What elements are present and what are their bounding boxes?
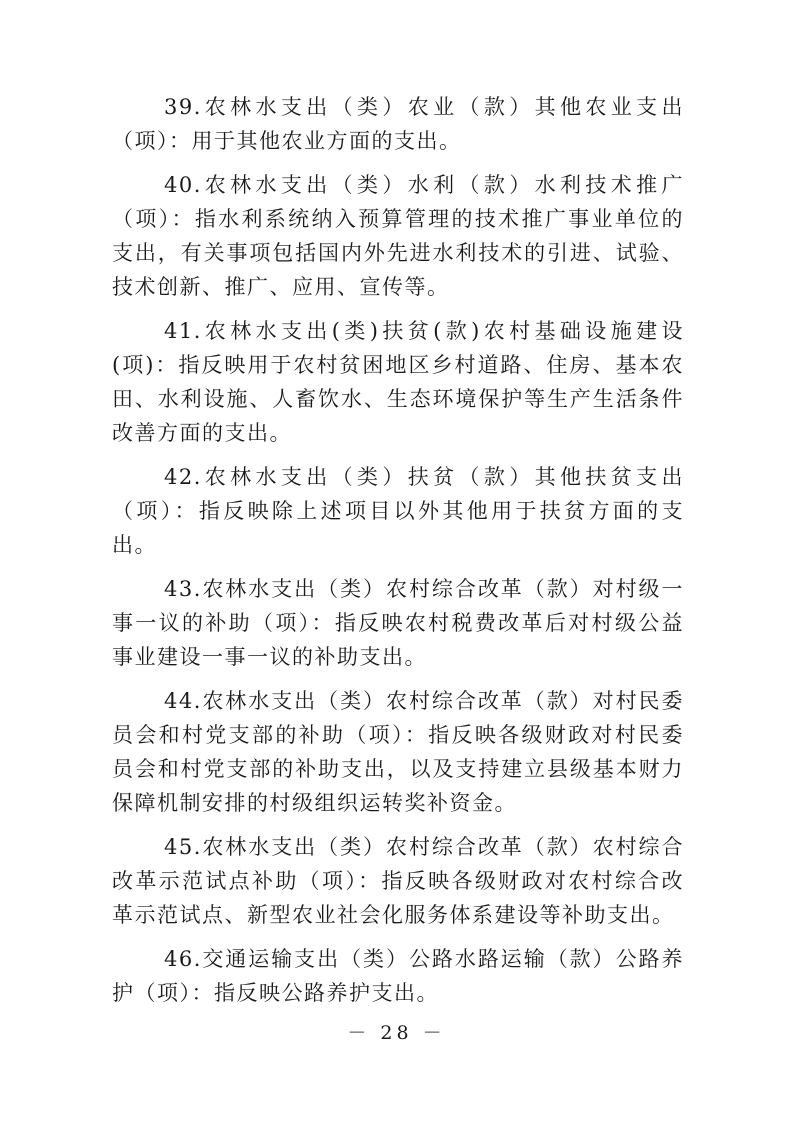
paragraph-42: 42.农林水支出（类）扶贫（款）其他扶贫支出（项）：指反映除上述项目以外其他用于扶贫方面的支出。 — [112, 465, 684, 557]
paragraph-41: 41.农林水支出(类)扶贫(款)农村基础设施建设(项)：指反映用于农村贫困地区乡村道路、住房、基本农田、水利设施、人畜饮水、生态环境保护等生产生活条件改善方面的支出。 — [112, 319, 684, 445]
page-number: － 28 － — [347, 1022, 446, 1044]
document-body — [112, 90, 684, 1010]
paragraph-43: 43.农林水支出（类）农村综合改革（款）对村级一事一议的补助（项）：指反映农村税费改革后对村级公益事业建设一事一议的补助支出。 — [112, 577, 684, 669]
paragraph-40: 40.农林水支出（类）水利（款）水利技术推广（项）：指水利系统纳入预算管理的技术推广事业单位的支出，有关事项包括国内外先进水利技术的引进、试验、技术创新、推广、应用、宣传等。 — [112, 173, 684, 299]
paragraph-39: 39.农林水支出（类）农业（款）其他农业支出（项）：用于其他农业方面的支出。 — [112, 95, 684, 153]
paragraph-44: 44.农林水支出（类）农村综合改革（款）对村民委员会和村党支部的补助（项）：指反映各级财政对村民委员会和村党支部的补助支出，以及支持建立县级基本财力保障机制安排的村级组织运转奖补资金。 — [112, 689, 684, 815]
paragraph-46: 46.交通运输支出（类）公路水路运输（款）公路养护（项）：指反映公路养护支出。 — [112, 947, 684, 1005]
paragraph-45: 45.农林水支出（类）农村综合改革（款）农村综合改革示范试点补助（项）：指反映各级财政对农村综合改革示范试点、新型农业社会化服务体系建设等补助支出。 — [112, 835, 684, 927]
